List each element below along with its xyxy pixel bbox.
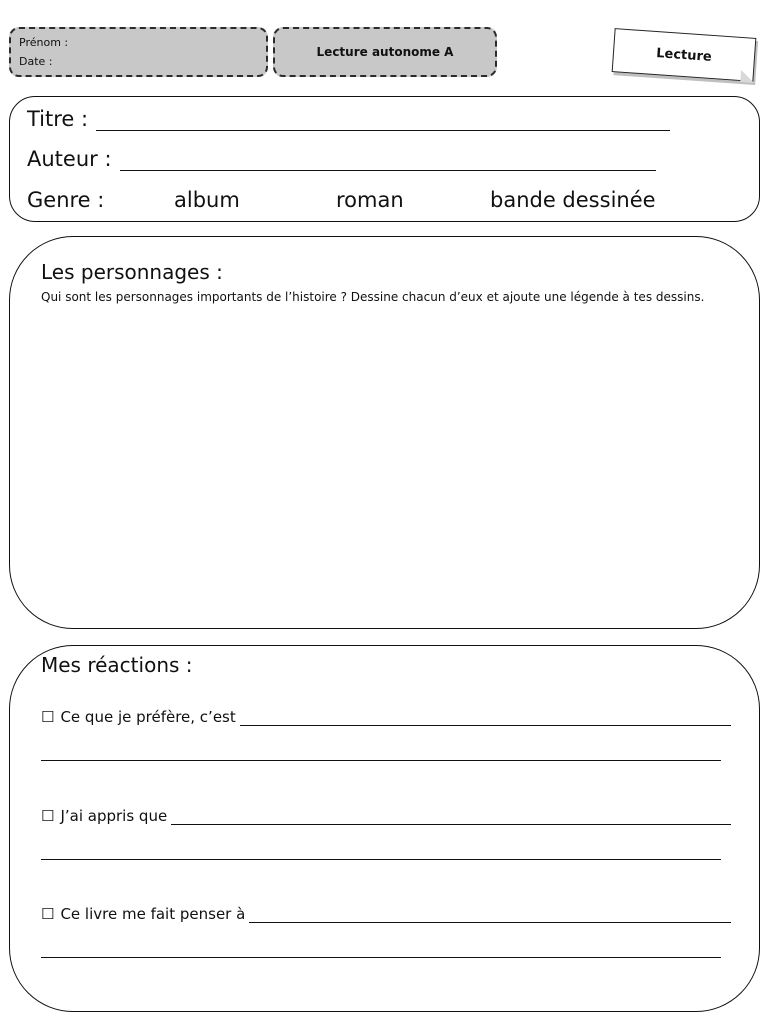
reaction-write-line[interactable] — [41, 957, 721, 958]
reactions-title: Mes réactions : — [41, 653, 193, 677]
checkbox-icon[interactable]: ☐ — [41, 807, 55, 825]
reaction-item-penser — [41, 905, 731, 923]
reaction-write-line[interactable] — [41, 859, 721, 860]
reaction-item-appris — [41, 807, 731, 825]
titre-label: Titre : — [27, 107, 89, 131]
worksheet-title-tab — [273, 27, 497, 77]
subject-label: Lecture — [655, 45, 713, 65]
reaction-prompt: Ce livre me fait penser à — [60, 905, 246, 923]
reaction-prompt: Ce que je préfère, c’est — [60, 708, 236, 726]
checkbox-icon[interactable]: ☐ — [41, 708, 55, 726]
genre-option-bd[interactable]: bande dessinée — [490, 188, 656, 212]
checkbox-icon[interactable]: ☐ — [41, 905, 55, 923]
personnages-box[interactable] — [9, 236, 760, 629]
worksheet-title: Lecture autonome A — [316, 45, 454, 59]
auteur-label: Auteur : — [27, 147, 112, 171]
titre-row — [27, 107, 670, 131]
personnages-title: Les personnages : — [41, 260, 223, 284]
reaction-item-prefere — [41, 708, 731, 726]
subject-note — [612, 28, 757, 82]
genre-option-album[interactable]: album — [174, 188, 240, 212]
reaction-write-line[interactable] — [240, 709, 731, 726]
titre-write-line[interactable] — [96, 108, 670, 131]
reactions-box — [9, 645, 760, 1012]
auteur-write-line[interactable] — [120, 148, 656, 171]
reaction-write-line[interactable] — [249, 906, 731, 923]
reaction-prompt: J’ai appris que — [60, 807, 168, 825]
prenom-label: Prénom : — [19, 36, 69, 49]
genre-option-roman[interactable]: roman — [336, 188, 404, 212]
reaction-write-line[interactable] — [41, 760, 721, 761]
auteur-row — [27, 147, 656, 171]
book-info-box — [9, 96, 760, 222]
genre-label: Genre : — [27, 188, 105, 212]
genre-row — [27, 188, 727, 212]
date-label: Date : — [19, 55, 53, 68]
student-info-tab — [9, 27, 268, 77]
reaction-write-line[interactable] — [171, 808, 731, 825]
personnages-instructions: Qui sont les personnages importants de l’histoire ? Dessine chacun d’eux et ajoute une légende à tes dessins. — [41, 290, 705, 304]
page-fold-icon — [740, 70, 755, 83]
